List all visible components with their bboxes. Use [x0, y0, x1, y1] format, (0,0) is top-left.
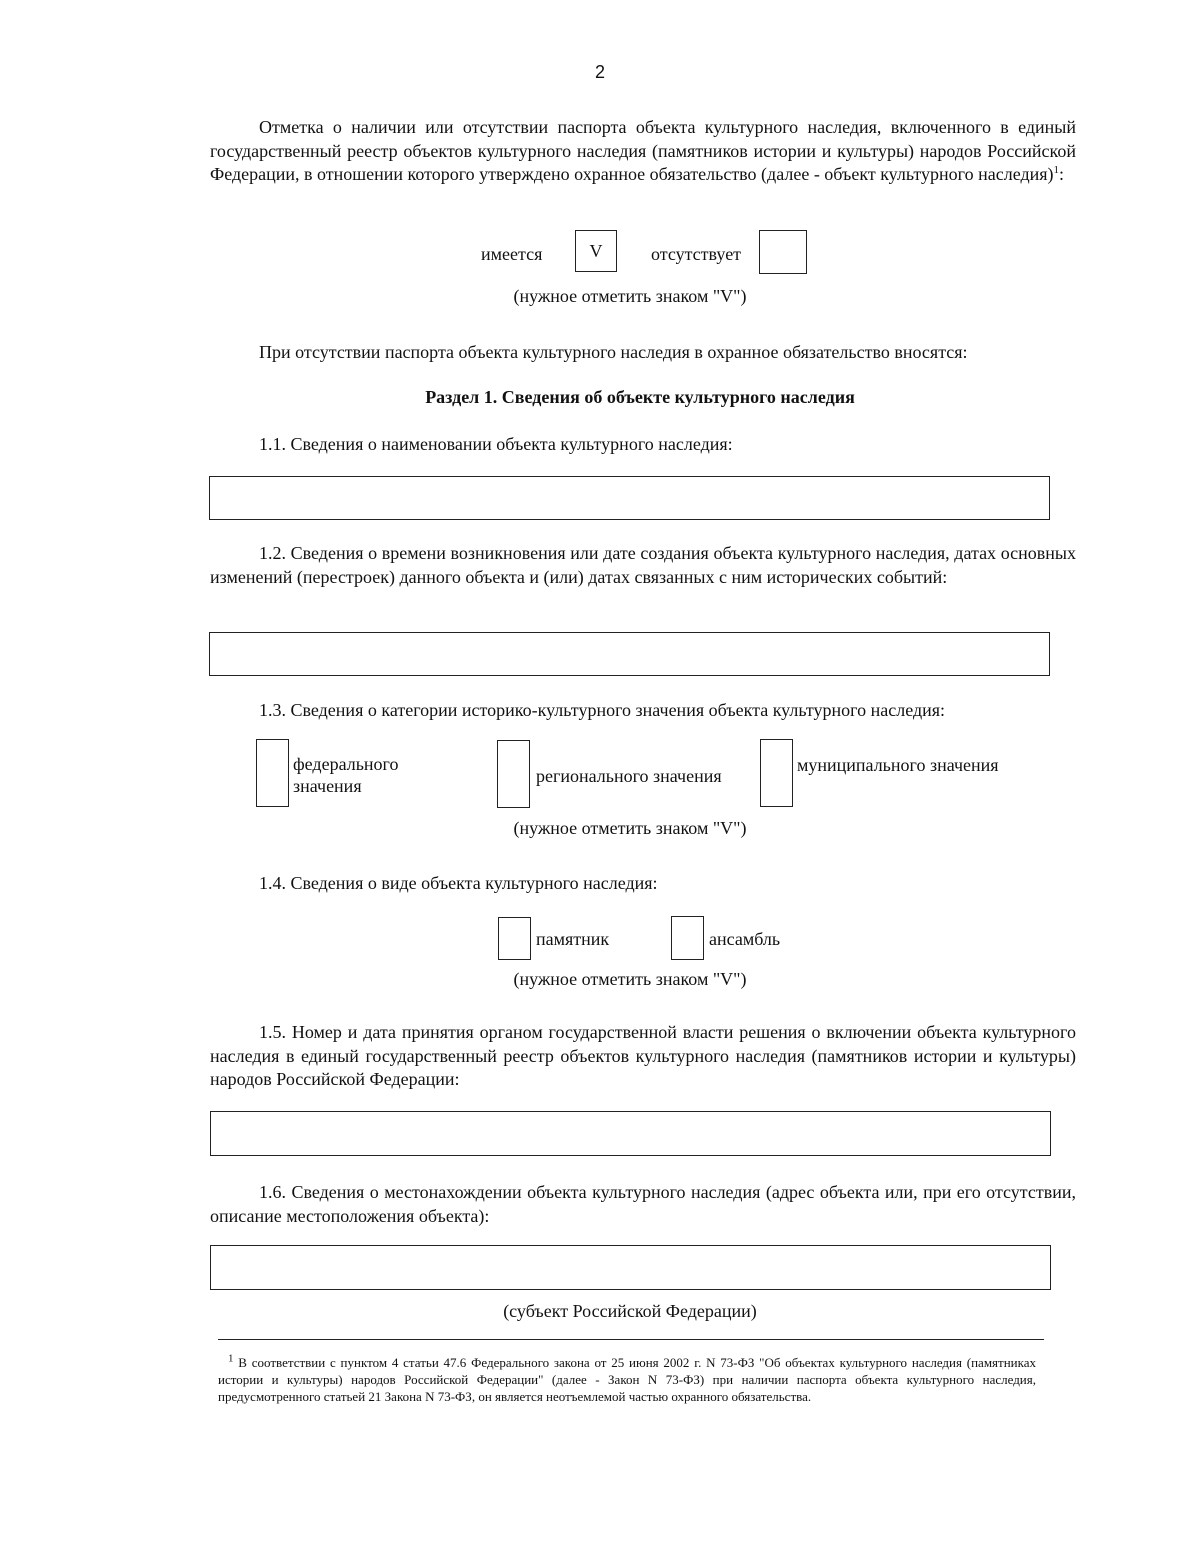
item-1-4-label: 1.4. Сведения о виде объекта культурного наследия: — [259, 873, 658, 893]
municipal-checkbox[interactable] — [760, 739, 793, 807]
absence-note: При отсутствии паспорта объекта культурного наследия в охранное обязательство вносятся: — [259, 342, 968, 362]
federal-label-line2: значения — [293, 776, 362, 796]
item-1-1-label: 1.1. Сведения о наименовании объекта культурного наследия: — [259, 434, 733, 454]
footnote — [218, 1354, 1036, 1405]
monument-checkbox[interactable] — [498, 917, 531, 960]
passport-present-checkbox[interactable]: V — [575, 230, 617, 272]
intro-paragraph — [210, 116, 1076, 187]
regional-label: регионального значения — [536, 766, 722, 786]
regional-checkbox[interactable] — [497, 740, 530, 808]
ensemble-label: ансамбль — [709, 929, 781, 949]
item-1-5-label: 1.5. Номер и дата принятия органом государственной власти решения о включении объекта культурного наследия в единый государственный реестр объектов культурного наследия (памятников истории и культуры) народов Российской Федерации: — [210, 1022, 1076, 1089]
item-1-5-field[interactable] — [210, 1111, 1051, 1156]
passport-absent-label: отсутствует — [651, 244, 742, 264]
page-number: 2 — [594, 62, 605, 82]
section1-title: Раздел 1. Сведения об объекте культурного наследия — [425, 387, 855, 407]
passport-absent-checkbox[interactable] — [759, 230, 807, 274]
item-1-4-hint: (нужное отметить знаком "V") — [513, 969, 747, 989]
item-1-3-label: 1.3. Сведения о категории историко-культурного значения объекта культурного наследия: — [259, 700, 946, 720]
intro-suffix: : — [1059, 164, 1065, 184]
footnote-mark: 1 — [228, 1352, 234, 1365]
item-1-6-label: 1.6. Сведения о местонахождении объекта культурного наследия (адрес объекта или, при его отсутствии, описание местоположения объекта): — [210, 1182, 1076, 1226]
item-1-2-label: 1.2. Сведения о времени возникновения или дате создания объекта культурного наследия, датах основных изменений (перестроек) данного объекта и (или) датах связанных с ним исторических событий: — [210, 543, 1076, 587]
item-1-2-field[interactable] — [209, 632, 1050, 676]
item-1-6-field[interactable] — [210, 1245, 1051, 1290]
intro-footnote-mark: 1 — [1053, 164, 1060, 176]
item-1-1-field[interactable] — [209, 476, 1050, 520]
intro-text: Отметка о наличии или отсутствии паспорта объекта культурного наследия, включенного в единый государственный реестр объектов культурного наследия (памятников истории и культуры) народов Российской Федерации, в отношении которого утверждено охранное обязательство (далее - объект культурного наследия) — [210, 117, 1076, 184]
ensemble-checkbox[interactable] — [671, 916, 704, 960]
municipal-label: муниципального значения — [797, 755, 999, 775]
monument-label: памятник — [536, 929, 610, 949]
footnote-text: В соответствии с пунктом 4 статьи 47.6 Федерального закона от 25 июня 2002 г. N 73-ФЗ "Об объектах культурного наследия (памятниках истории и культуры) народов Российской Федерации" (далее - Закон N 73-ФЗ) при наличии паспорта объекта культурного наследия, предусмотренного статьей 21 Закона N 73-ФЗ, он является неотъемлемой частью охранного обязательства. — [218, 1355, 1037, 1404]
item-1-3-hint: (нужное отметить знаком "V") — [513, 818, 747, 838]
federal-label-line1: федерального — [293, 754, 399, 774]
item-1-6-caption: (субъект Российской Федерации) — [503, 1301, 757, 1321]
federal-checkbox[interactable] — [256, 739, 289, 807]
federal-label — [293, 753, 398, 797]
footnote-separator — [218, 1339, 1044, 1340]
passport-hint: (нужное отметить знаком "V") — [513, 286, 747, 306]
passport-present-label: имеется — [481, 244, 543, 264]
